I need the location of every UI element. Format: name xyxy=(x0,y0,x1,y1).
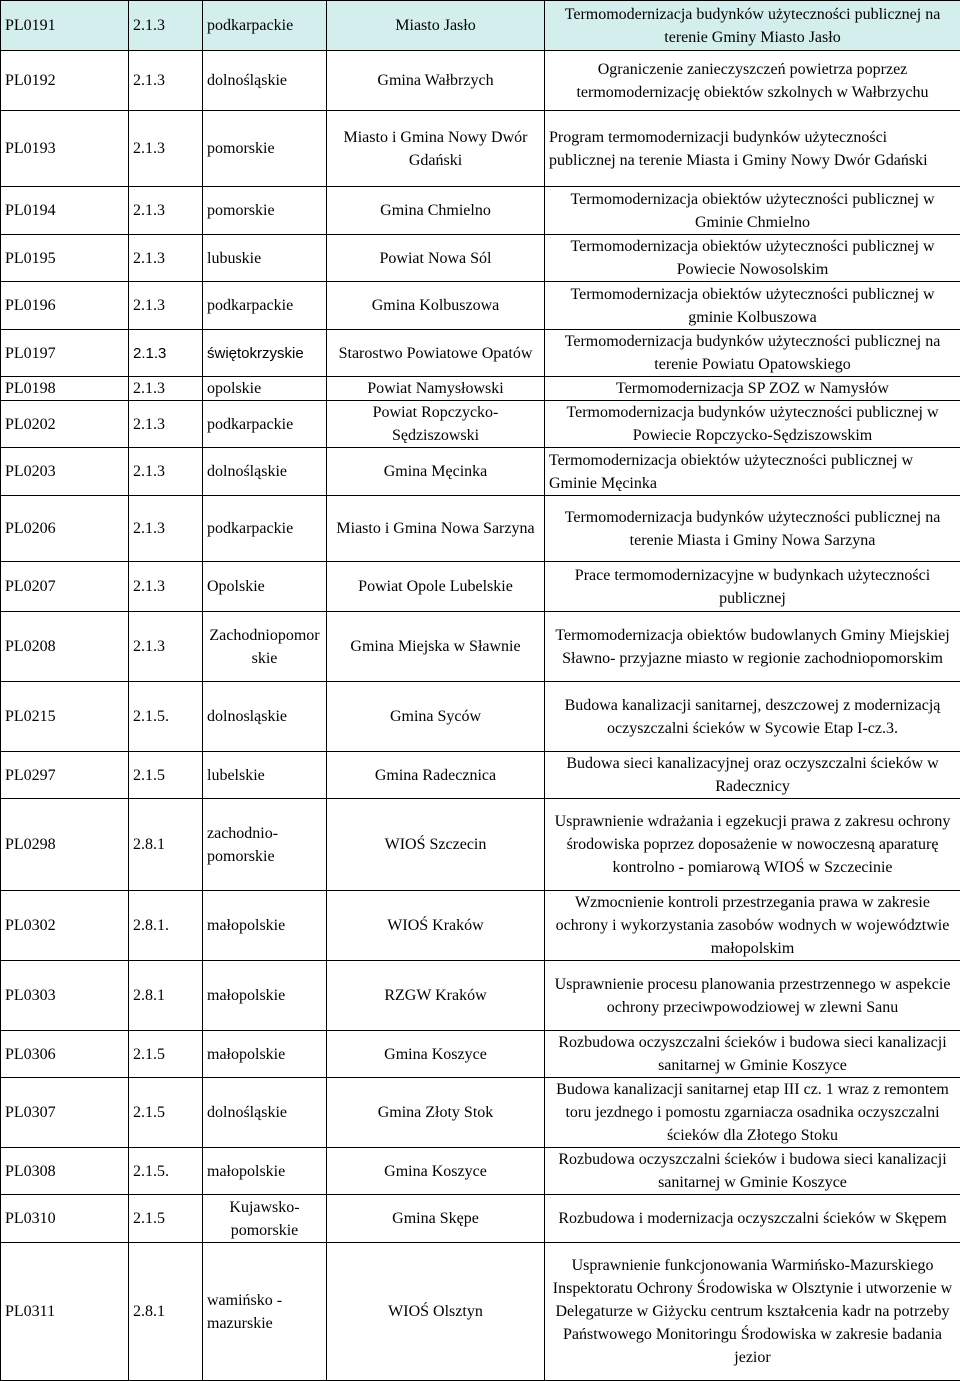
measure-number: 2.1.5. xyxy=(129,1148,203,1195)
measure-number: 2.1.3 xyxy=(129,187,203,235)
region: pomorskie xyxy=(203,187,327,235)
beneficiary: Miasto i Gmina Nowa Sarzyna xyxy=(327,496,545,562)
region: małopolskie xyxy=(203,891,327,961)
beneficiary: Gmina Radecznica xyxy=(327,752,545,799)
project-title: Termomodernizacja obiektów użyteczności publicznej w Gminie Męcinka xyxy=(545,448,960,496)
project-title: Termomodernizacja obiektów użyteczności publicznej w Powiecie Nowosolskim xyxy=(545,235,960,282)
table-row xyxy=(1,111,960,187)
beneficiary: RZGW Kraków xyxy=(327,961,545,1031)
measure-number: 2.1.3 xyxy=(129,377,203,401)
project-code: PL0297 xyxy=(1,752,129,799)
table-row xyxy=(1,496,960,562)
beneficiary: WIOŚ Olsztyn xyxy=(327,1243,545,1381)
table-row xyxy=(1,282,960,330)
table-row xyxy=(1,562,960,612)
measure-number: 2.1.3 xyxy=(129,330,203,377)
table-row xyxy=(1,235,960,282)
region: świętokrzyskie xyxy=(203,330,327,377)
project-code: PL0207 xyxy=(1,562,129,612)
region: dolnosląskie xyxy=(203,682,327,752)
project-title: Prace termomodernizacyjne w budynkach użyteczności publicznej xyxy=(545,562,960,612)
measure-number: 2.1.3 xyxy=(129,111,203,187)
project-title: Usprawnienie procesu planowania przestrzennego w aspekcie ochrony przeciwpowodziowej w zlewni Sanu xyxy=(545,961,960,1031)
project-title: Termomodernizacja SP ZOZ w Namysłów xyxy=(545,377,960,401)
region: podkarpackie xyxy=(203,282,327,330)
beneficiary: Powiat Opole Lubelskie xyxy=(327,562,545,612)
project-title: Termomodernizacja budynków użyteczności publicznej na terenie Powiatu Opatowskiego xyxy=(545,330,960,377)
region: podkarpackie xyxy=(203,1,327,51)
project-code: PL0307 xyxy=(1,1078,129,1148)
project-title: Termomodernizacja obiektów użyteczności publicznej w gminie Kolbuszowa xyxy=(545,282,960,330)
table-row xyxy=(1,891,960,961)
table-row xyxy=(1,401,960,448)
region: Kujawsko-pomorskie xyxy=(203,1195,327,1243)
measure-number: 2.8.1 xyxy=(129,1243,203,1381)
table-row xyxy=(1,752,960,799)
table-row xyxy=(1,1195,960,1243)
beneficiary: Gmina Męcinka xyxy=(327,448,545,496)
project-code: PL0310 xyxy=(1,1195,129,1243)
project-title: Budowa kanalizacji sanitarnej, deszczowej z modernizacją oczyszczalni ścieków w Sycowie Etap I-cz.3. xyxy=(545,682,960,752)
table-row xyxy=(1,1243,960,1381)
region: zachodnio-pomorskie xyxy=(203,799,327,891)
region: dolnośląskie xyxy=(203,448,327,496)
project-code: PL0298 xyxy=(1,799,129,891)
project-title: Program termomodernizacji budynków użyteczności publicznej na terenie Miasta i Gminy Nowy Dwór Gdański xyxy=(545,111,960,187)
project-code: PL0192 xyxy=(1,51,129,111)
measure-number: 2.1.3 xyxy=(129,51,203,111)
project-code: PL0195 xyxy=(1,235,129,282)
project-code: PL0208 xyxy=(1,612,129,682)
region: podkarpackie xyxy=(203,401,327,448)
beneficiary: Starostwo Powiatowe Opatów xyxy=(327,330,545,377)
beneficiary: WIOŚ Szczecin xyxy=(327,799,545,891)
beneficiary: Gmina Chmielno xyxy=(327,187,545,235)
project-code: PL0302 xyxy=(1,891,129,961)
project-title: Budowa sieci kanalizacyjnej oraz oczyszczalni ścieków w Radecznicy xyxy=(545,752,960,799)
project-title: Rozbudowa oczyszczalni ścieków i budowa sieci kanalizacji sanitarnej w Gminie Koszyce xyxy=(545,1148,960,1195)
project-title: Usprawnienie wdrażania i egzekucji prawa z zakresu ochrony środowiska poprzez doposażenie w nowoczesną aparaturę kontrolno - pomiarową WIOŚ w Szczecinie xyxy=(545,799,960,891)
project-title: Budowa kanalizacji sanitarnej etap III cz. 1 wraz z remontem toru jezdnego i pomostu zgarniacza osadnika oczyszczalni ścieków dla Złotego Stoku xyxy=(545,1078,960,1148)
project-code: PL0196 xyxy=(1,282,129,330)
region: Opolskie xyxy=(203,562,327,612)
project-title: Termomodernizacja budynków użyteczności publicznej na terenie Miasta i Gminy Nowa Sarzyna xyxy=(545,496,960,562)
project-code: PL0191 xyxy=(1,1,129,51)
measure-number: 2.1.3 xyxy=(129,562,203,612)
measure-number: 2.8.1 xyxy=(129,961,203,1031)
beneficiary: Powiat Ropczycko-Sędziszowski xyxy=(327,401,545,448)
measure-number: 2.1.5 xyxy=(129,1195,203,1243)
project-code: PL0311 xyxy=(1,1243,129,1381)
project-title: Ograniczenie zanieczyszczeń powietrza poprzez termomodernizację obiektów szkolnych w Wałbrzychu xyxy=(545,51,960,111)
measure-number: 2.1.3 xyxy=(129,448,203,496)
measure-number: 2.1.3 xyxy=(129,235,203,282)
measure-number: 2.8.1 xyxy=(129,799,203,891)
beneficiary: Gmina Syców xyxy=(327,682,545,752)
project-code: PL0308 xyxy=(1,1148,129,1195)
beneficiary: Gmina Kolbuszowa xyxy=(327,282,545,330)
beneficiary: Powiat Nowa Sól xyxy=(327,235,545,282)
measure-number: 2.1.3 xyxy=(129,282,203,330)
measure-number: 2.1.5 xyxy=(129,752,203,799)
table-row xyxy=(1,377,960,401)
region: lubuskie xyxy=(203,235,327,282)
project-title: Rozbudowa i modernizacja oczyszczalni ścieków w Skępem xyxy=(545,1195,960,1243)
table-row xyxy=(1,1031,960,1078)
measure-number: 2.1.3 xyxy=(129,612,203,682)
table-row xyxy=(1,682,960,752)
project-code: PL0303 xyxy=(1,961,129,1031)
beneficiary: Miasto i Gmina Nowy Dwór Gdański xyxy=(327,111,545,187)
project-title: Wzmocnienie kontroli przestrzegania prawa w zakresie ochrony i wykorzystania zasobów wodnych w województwie małopolskim xyxy=(545,891,960,961)
table-row xyxy=(1,1,960,51)
project-code: PL0306 xyxy=(1,1031,129,1078)
table-row xyxy=(1,612,960,682)
table-row xyxy=(1,330,960,377)
region: małopolskie xyxy=(203,1031,327,1078)
beneficiary: Powiat Namysłowski xyxy=(327,377,545,401)
beneficiary: Miasto Jasło xyxy=(327,1,545,51)
beneficiary: Gmina Miejska w Sławnie xyxy=(327,612,545,682)
table-row xyxy=(1,799,960,891)
table-row xyxy=(1,187,960,235)
project-code: PL0194 xyxy=(1,187,129,235)
beneficiary: WIOŚ Kraków xyxy=(327,891,545,961)
project-code: PL0206 xyxy=(1,496,129,562)
measure-number: 2.8.1. xyxy=(129,891,203,961)
measure-number: 2.1.5 xyxy=(129,1078,203,1148)
beneficiary: Gmina Wałbrzych xyxy=(327,51,545,111)
region: dolnośląskie xyxy=(203,51,327,111)
beneficiary: Gmina Skępe xyxy=(327,1195,545,1243)
beneficiary: Gmina Koszyce xyxy=(327,1148,545,1195)
table-row xyxy=(1,51,960,111)
project-code: PL0198 xyxy=(1,377,129,401)
table-row xyxy=(1,961,960,1031)
measure-number: 2.1.5. xyxy=(129,682,203,752)
project-title: Termomodernizacja obiektów użyteczności publicznej w Gminie Chmielno xyxy=(545,187,960,235)
project-title: Termomodernizacja budynków użyteczności publicznej w Powiecie Ropczycko-Sędziszowskim xyxy=(545,401,960,448)
measure-number: 2.1.3 xyxy=(129,401,203,448)
project-title: Usprawnienie funkcjonowania Warmińsko-Mazurskiego Inspektoratu Ochrony Środowiska w Olsztynie i utworzenie w Delegaturze w Giżycku centrum kształcenia kadr na potrzeby Państwowego Monitoringu Środowiska w zakresie badania jezior xyxy=(545,1243,960,1381)
measure-number: 2.1.3 xyxy=(129,496,203,562)
project-code: PL0193 xyxy=(1,111,129,187)
project-title: Rozbudowa oczyszczalni ścieków i budowa sieci kanalizacji sanitarnej w Gminie Koszyce xyxy=(545,1031,960,1078)
beneficiary: Gmina Złoty Stok xyxy=(327,1078,545,1148)
region: opolskie xyxy=(203,377,327,401)
project-title: Termomodernizacja budynków użyteczności publicznej na terenie Gminy Miasto Jasło xyxy=(545,1,960,51)
region: dolnośląskie xyxy=(203,1078,327,1148)
project-title: Termomodernizacja obiektów budowlanych Gminy Miejskiej Sławno- przyjazne miasto w regionie zachodniopomorskim xyxy=(545,612,960,682)
measure-number: 2.1.5 xyxy=(129,1031,203,1078)
table-row xyxy=(1,1078,960,1148)
region: lubelskie xyxy=(203,752,327,799)
region: małopolskie xyxy=(203,1148,327,1195)
table-row xyxy=(1,1148,960,1195)
region: małopolskie xyxy=(203,961,327,1031)
project-code: PL0215 xyxy=(1,682,129,752)
project-code: PL0197 xyxy=(1,330,129,377)
project-code: PL0203 xyxy=(1,448,129,496)
measure-number: 2.1.3 xyxy=(129,1,203,51)
region: podkarpackie xyxy=(203,496,327,562)
region: wamińsko - mazurskie xyxy=(203,1243,327,1381)
project-code: PL0202 xyxy=(1,401,129,448)
beneficiary: Gmina Koszyce xyxy=(327,1031,545,1078)
region: Zachodniopomorskie xyxy=(203,612,327,682)
region: pomorskie xyxy=(203,111,327,187)
table-row xyxy=(1,448,960,496)
